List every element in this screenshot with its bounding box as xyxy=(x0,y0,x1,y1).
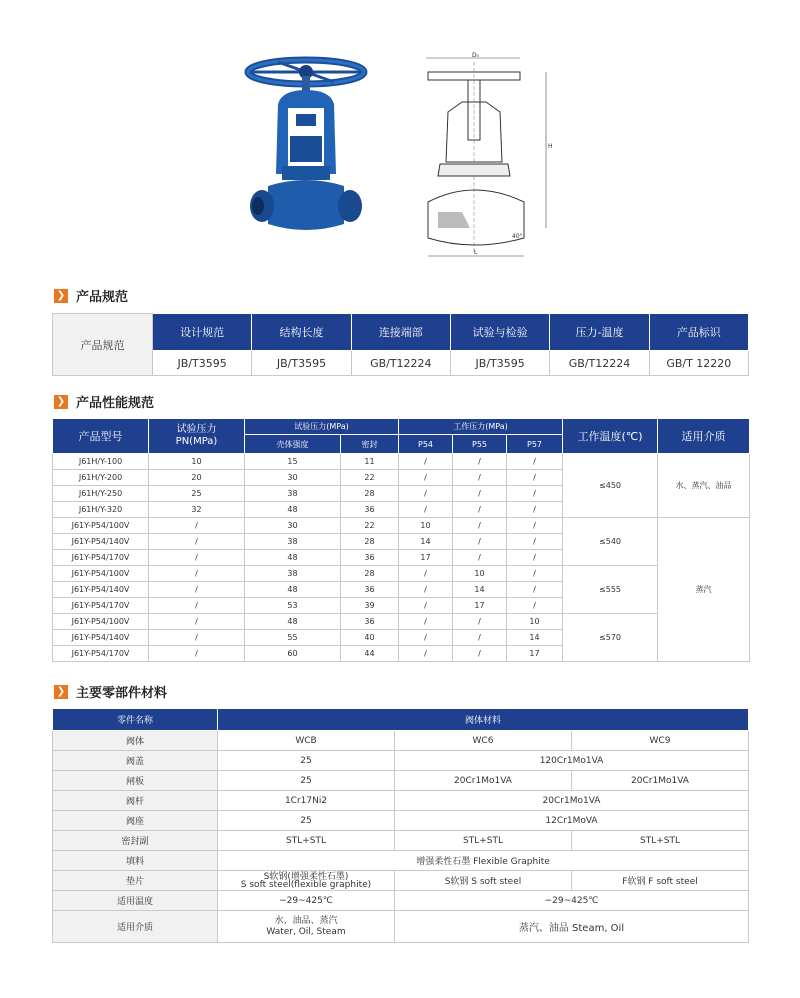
mat-cell: 120Cr1Mo1VA xyxy=(395,751,749,771)
perf-model-cell: J61Y-P54/170V xyxy=(53,646,149,662)
spec-value: GB/T12224 xyxy=(550,351,649,376)
perf-header-p55: P55 xyxy=(453,435,507,454)
perf-header-p54: P54 xyxy=(399,435,453,454)
mat-part-name: 阀体 xyxy=(53,731,218,751)
perf-header-work-group: 工作压力(MPa) xyxy=(399,419,563,435)
mat-part-name: 阀座 xyxy=(53,811,218,831)
perf-cell: / xyxy=(453,518,507,534)
perf-cell: / xyxy=(507,470,563,486)
perf-cell: / xyxy=(507,598,563,614)
perf-cell: 32 xyxy=(149,502,245,518)
perf-model-cell: J61Y-P54/170V xyxy=(53,550,149,566)
perf-cell: / xyxy=(507,566,563,582)
spec-header: 连接端部 xyxy=(351,314,450,351)
perf-cell: / xyxy=(453,630,507,646)
performance-table xyxy=(52,418,750,662)
perf-cell: / xyxy=(149,566,245,582)
perf-cell: / xyxy=(453,502,507,518)
perf-temp-cell: ≤555 xyxy=(563,566,658,614)
mat-cell: STL+STL xyxy=(572,831,749,851)
spec-header: 试验与检验 xyxy=(450,314,549,351)
perf-cell: 60 xyxy=(245,646,341,662)
perf-model-cell: J61Y-P54/170V xyxy=(53,598,149,614)
perf-temp-cell: ≤540 xyxy=(563,518,658,566)
materials-table xyxy=(52,708,749,943)
perf-cell: 14 xyxy=(399,534,453,550)
mat-cell: −29~425℃ xyxy=(218,891,395,911)
section-title-materials xyxy=(54,682,167,701)
mat-cell: 20Cr1Mo1VA xyxy=(395,771,572,791)
spec-header: 设计规范 xyxy=(153,314,252,351)
perf-model-cell: J61Y-P54/140V xyxy=(53,582,149,598)
mat-part-name: 闸板 xyxy=(53,771,218,791)
angle-label: 40° xyxy=(512,233,523,240)
perf-cell: 30 xyxy=(245,518,341,534)
mat-cell: 增强柔性石墨 Flexible Graphite xyxy=(218,851,749,871)
perf-cell: 38 xyxy=(245,534,341,550)
perf-row xyxy=(53,566,750,582)
perf-cell: 36 xyxy=(341,502,399,518)
mat-cell: 12Cr1MoVA xyxy=(395,811,749,831)
perf-cell: / xyxy=(507,550,563,566)
section-title-spec xyxy=(54,286,128,305)
mat-cell: F软钢 F soft steel xyxy=(572,871,749,891)
perf-model-cell: J61Y-P54/100V xyxy=(53,566,149,582)
media-en: Water, Oil, Steam xyxy=(266,926,346,937)
mat-cell: 25 xyxy=(218,811,395,831)
perf-cell: / xyxy=(453,486,507,502)
perf-cell: 55 xyxy=(245,630,341,646)
spec-value: JB/T3595 xyxy=(153,351,252,376)
perf-header-test-group: 试验压力(MPa) xyxy=(245,419,399,435)
perf-cell: 36 xyxy=(341,614,399,630)
mat-header-part: 零件名称 xyxy=(53,709,218,731)
arrow-right-icon: ❯ xyxy=(54,395,68,409)
perf-cell: 17 xyxy=(507,646,563,662)
section-title-performance xyxy=(54,392,154,411)
perf-cell: 28 xyxy=(341,534,399,550)
perf-model-cell: J61H/Y-250 xyxy=(53,486,149,502)
perf-row xyxy=(53,518,750,534)
perf-cell: 17 xyxy=(399,550,453,566)
perf-header-shell: 壳体强度 xyxy=(245,435,341,454)
mat-part-name: 填料 xyxy=(53,851,218,871)
mat-part-name: 阀盖 xyxy=(53,751,218,771)
perf-cell: / xyxy=(149,534,245,550)
spec-header: 产品标识 xyxy=(649,314,748,351)
perf-temp-cell: ≤450 xyxy=(563,454,658,518)
perf-cell: / xyxy=(507,486,563,502)
perf-cell: 14 xyxy=(453,582,507,598)
section-label: 产品性能规范 xyxy=(76,396,155,411)
perf-cell: 10 xyxy=(507,614,563,630)
perf-cell: 36 xyxy=(341,582,399,598)
perf-cell: 44 xyxy=(341,646,399,662)
perf-cell: / xyxy=(453,646,507,662)
arrow-right-icon: ❯ xyxy=(54,289,68,303)
mat-cell: 20Cr1Mo1VA xyxy=(572,771,749,791)
perf-cell: / xyxy=(453,470,507,486)
spec-row-label: 产品规范 xyxy=(53,314,153,376)
perf-cell: / xyxy=(453,550,507,566)
perf-model-cell: J61Y-P54/140V xyxy=(53,534,149,550)
perf-cell: / xyxy=(149,518,245,534)
arrow-right-icon: ❯ xyxy=(54,685,68,699)
perf-model-cell: J61Y-P54/100V xyxy=(53,614,149,630)
perf-model-cell: J61Y-P54/140V xyxy=(53,630,149,646)
perf-cell: / xyxy=(149,614,245,630)
section-label: 产品规范 xyxy=(76,290,129,305)
perf-cell: 17 xyxy=(453,598,507,614)
mat-cell: S软钢 S soft steel xyxy=(395,871,572,891)
perf-cell: / xyxy=(507,454,563,470)
perf-cell: 48 xyxy=(245,550,341,566)
perf-cell: / xyxy=(507,582,563,598)
h-label: H xyxy=(548,143,553,150)
perf-temp-cell: ≤570 xyxy=(563,614,658,662)
perf-header-model: 产品型号 xyxy=(53,419,149,454)
valve-photo xyxy=(238,54,374,244)
perf-cell: / xyxy=(399,454,453,470)
mat-cell-media xyxy=(218,911,395,943)
perf-header-p57: P57 xyxy=(507,435,563,454)
perf-cell: / xyxy=(399,566,453,582)
perf-cell: 30 xyxy=(245,470,341,486)
spec-value: GB/T 12220 xyxy=(649,351,748,376)
perf-model-cell: J61H/Y-100 xyxy=(53,454,149,470)
mat-cell: STL+STL xyxy=(218,831,395,851)
valve-technical-drawing xyxy=(418,52,558,262)
perf-cell: 39 xyxy=(341,598,399,614)
perf-cell: 10 xyxy=(399,518,453,534)
perf-cell: 38 xyxy=(245,486,341,502)
mat-cell: 蒸汽、油品 Steam, Oil xyxy=(395,911,749,943)
perf-cell: 10 xyxy=(149,454,245,470)
mat-cell: WC6 xyxy=(395,731,572,751)
spec-value: GB/T12224 xyxy=(351,351,450,376)
media-cn: 水、油品、蒸汽 xyxy=(274,915,338,926)
perf-cell: / xyxy=(149,582,245,598)
spec-header: 结构长度 xyxy=(252,314,351,351)
spec-table xyxy=(52,313,749,376)
mat-cell: WC9 xyxy=(572,731,749,751)
perf-cell: 20 xyxy=(149,470,245,486)
d0-label: D₀ xyxy=(472,52,480,59)
perf-cell: / xyxy=(149,598,245,614)
perf-header-temp: 工作温度(℃) xyxy=(563,419,658,454)
perf-cell: / xyxy=(507,534,563,550)
section-label: 主要零部件材料 xyxy=(76,686,168,701)
perf-cell: / xyxy=(399,614,453,630)
perf-cell: / xyxy=(399,486,453,502)
perf-cell: 38 xyxy=(245,566,341,582)
spec-value: JB/T3595 xyxy=(252,351,351,376)
mat-header-body: 阀体材料 xyxy=(218,709,749,731)
perf-cell: / xyxy=(507,518,563,534)
mat-part-name: 适用介质 xyxy=(53,911,218,943)
perf-cell: / xyxy=(399,502,453,518)
perf-model-cell: J61H/Y-200 xyxy=(53,470,149,486)
perf-cell: / xyxy=(453,534,507,550)
perf-header-seal: 密封 xyxy=(341,435,399,454)
perf-cell: 48 xyxy=(245,614,341,630)
perf-cell: 10 xyxy=(453,566,507,582)
mat-cell: STL+STL xyxy=(395,831,572,851)
mat-cell: 25 xyxy=(218,771,395,791)
mat-part-name: 阀杆 xyxy=(53,791,218,811)
perf-cell: 14 xyxy=(507,630,563,646)
gasket-cn: S软钢(增强柔性石墨) xyxy=(263,871,349,882)
perf-cell: 28 xyxy=(341,566,399,582)
perf-cell: / xyxy=(399,470,453,486)
mat-cell: 25 xyxy=(218,751,395,771)
perf-cell: 53 xyxy=(245,598,341,614)
mat-cell: 1Cr17Ni2 xyxy=(218,791,395,811)
perf-cell: / xyxy=(453,454,507,470)
perf-header-media: 适用介质 xyxy=(658,419,750,454)
perf-cell: / xyxy=(507,502,563,518)
perf-cell: / xyxy=(399,582,453,598)
mat-cell: −29~425℃ xyxy=(395,891,749,911)
gasket-en: S soft steel(flexible graphite) xyxy=(240,879,372,890)
perf-model-cell: J61H/Y-320 xyxy=(53,502,149,518)
spec-value: JB/T3595 xyxy=(450,351,549,376)
mat-part-name: 密封副 xyxy=(53,831,218,851)
perf-header-test-pressure: 试验压力 PN(MPa) xyxy=(149,419,245,454)
perf-cell: 22 xyxy=(341,518,399,534)
perf-cell: 22 xyxy=(341,470,399,486)
perf-cell: / xyxy=(149,630,245,646)
perf-cell: 11 xyxy=(341,454,399,470)
perf-cell: 48 xyxy=(245,582,341,598)
perf-row xyxy=(53,614,750,630)
l-label: L xyxy=(474,249,478,256)
perf-cell: 28 xyxy=(341,486,399,502)
mat-cell-gasket xyxy=(218,871,395,891)
perf-cell: / xyxy=(399,598,453,614)
perf-model-cell: J61Y-P54/100V xyxy=(53,518,149,534)
perf-row xyxy=(53,454,750,470)
perf-cell: / xyxy=(453,614,507,630)
perf-cell: / xyxy=(149,550,245,566)
perf-media-cell: 水、蒸汽、油品 xyxy=(658,454,750,518)
mat-part-name: 适用温度 xyxy=(53,891,218,911)
perf-cell: / xyxy=(149,646,245,662)
mat-cell: WCB xyxy=(218,731,395,751)
spec-header: 压力-温度 xyxy=(550,314,649,351)
mat-part-name: 垫片 xyxy=(53,871,218,891)
mat-cell: 20Cr1Mo1VA xyxy=(395,791,749,811)
perf-cell: / xyxy=(399,646,453,662)
perf-cell: 48 xyxy=(245,502,341,518)
perf-cell: 36 xyxy=(341,550,399,566)
perf-body xyxy=(53,454,750,662)
perf-cell: 15 xyxy=(245,454,341,470)
perf-cell: / xyxy=(399,630,453,646)
perf-media-cell: 蒸汽 xyxy=(658,518,750,662)
perf-cell: 25 xyxy=(149,486,245,502)
perf-cell: 40 xyxy=(341,630,399,646)
